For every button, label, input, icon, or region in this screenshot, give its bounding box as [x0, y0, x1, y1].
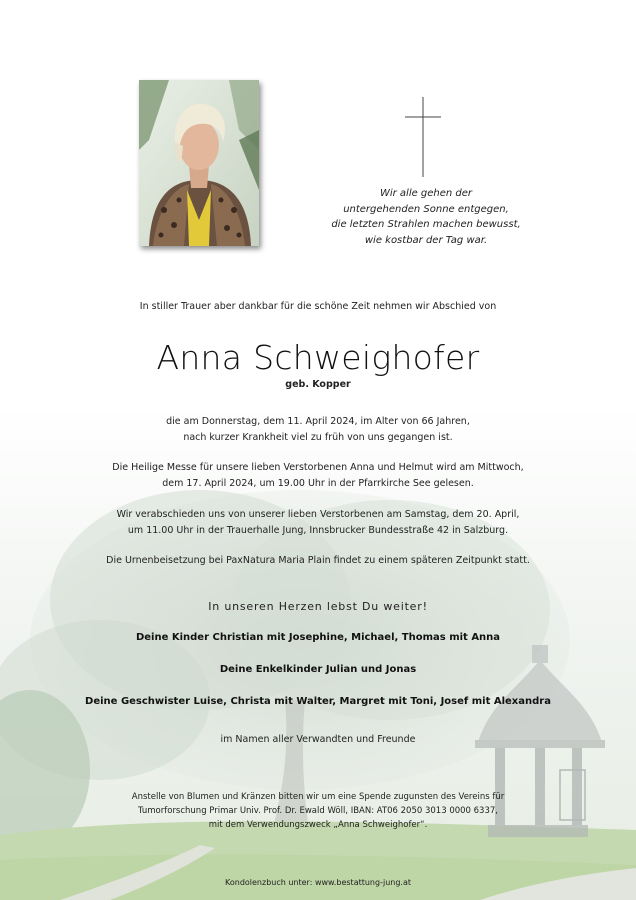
verse-line: untergehenden Sonne entgegen,: [343, 203, 509, 215]
urn-notice: Die Urnenbeisetzung bei PaxNatura Maria Plain findet zu einem späteren Zeitpunkt statt.: [106, 555, 530, 566]
mass-notice: [0, 460, 636, 491]
donation-line: Tumorforschung Primar Univ. Prof. Dr. Ewald Wöll, IBAN: AT06 2050 3013 0000 6337,: [137, 806, 498, 816]
farewell-line: Wir verabschieden uns von unserer lieben Verstorbenen am Samstag, dem 20. April,: [116, 509, 520, 520]
donation-notice: [0, 790, 636, 832]
donation-line: mit dem Verwendungszweck „Anna Schweighofer“.: [208, 820, 428, 830]
mass-line: dem 17. April 2024, um 19.00 Uhr in der Pfarrkirche See gelesen.: [162, 477, 474, 489]
mass-line: Die Heilige Messe für unsere lieben Verstorbenen Anna und Helmut wird am Mittwoch,: [112, 462, 524, 473]
death-notice: [0, 414, 636, 445]
portrait-photo: [139, 80, 259, 246]
deceased-name: Anna Schweighofer: [156, 338, 480, 377]
family-relatives: im Namen aller Verwandten und Freunde: [220, 734, 416, 745]
verse-line: die letzten Strahlen machen bewusst,: [331, 219, 521, 230]
farewell-line: um 11.00 Uhr in der Trauerhalle Jung, Innsbrucker Bundesstraße 42 in Salzburg.: [127, 524, 509, 536]
memorial-verse: [326, 186, 526, 248]
family-grandchildren: Deine Enkelkinder Julian und Jonas: [219, 664, 417, 675]
maiden-name: geb. Kopper: [285, 379, 351, 390]
farewell-notice: [0, 507, 636, 538]
death-line: die am Donnerstag, dem 11. April 2024, im Alter von 66 Jahren,: [166, 416, 470, 427]
cross-icon: [403, 97, 443, 177]
intro-text: In stiller Trauer aber dankbar für die schöne Zeit nehmen wir Abschied von: [139, 301, 497, 312]
death-line: nach kurzer Krankheit viel zu früh von uns gegangen ist.: [183, 431, 453, 443]
family-children: Deine Kinder Christian mit Josephine, Michael, Thomas mit Anna: [135, 632, 501, 643]
donation-line: Anstelle von Blumen und Kränzen bitten wir um eine Spende zugunsten des Vereins für: [131, 792, 505, 802]
condolence-link[interactable]: Kondolenzbuch unter: www.bestattung-jung.at: [225, 878, 411, 887]
verse-line: wie kostbar der Tag war.: [364, 234, 488, 246]
hearts-line: In unseren Herzen lebst Du weiter!: [208, 600, 428, 613]
family-siblings: Deine Geschwister Luise, Christa mit Walter, Margret mit Toni, Josef mit Alexandra: [85, 696, 551, 707]
verse-line: Wir alle gehen der: [379, 188, 473, 199]
